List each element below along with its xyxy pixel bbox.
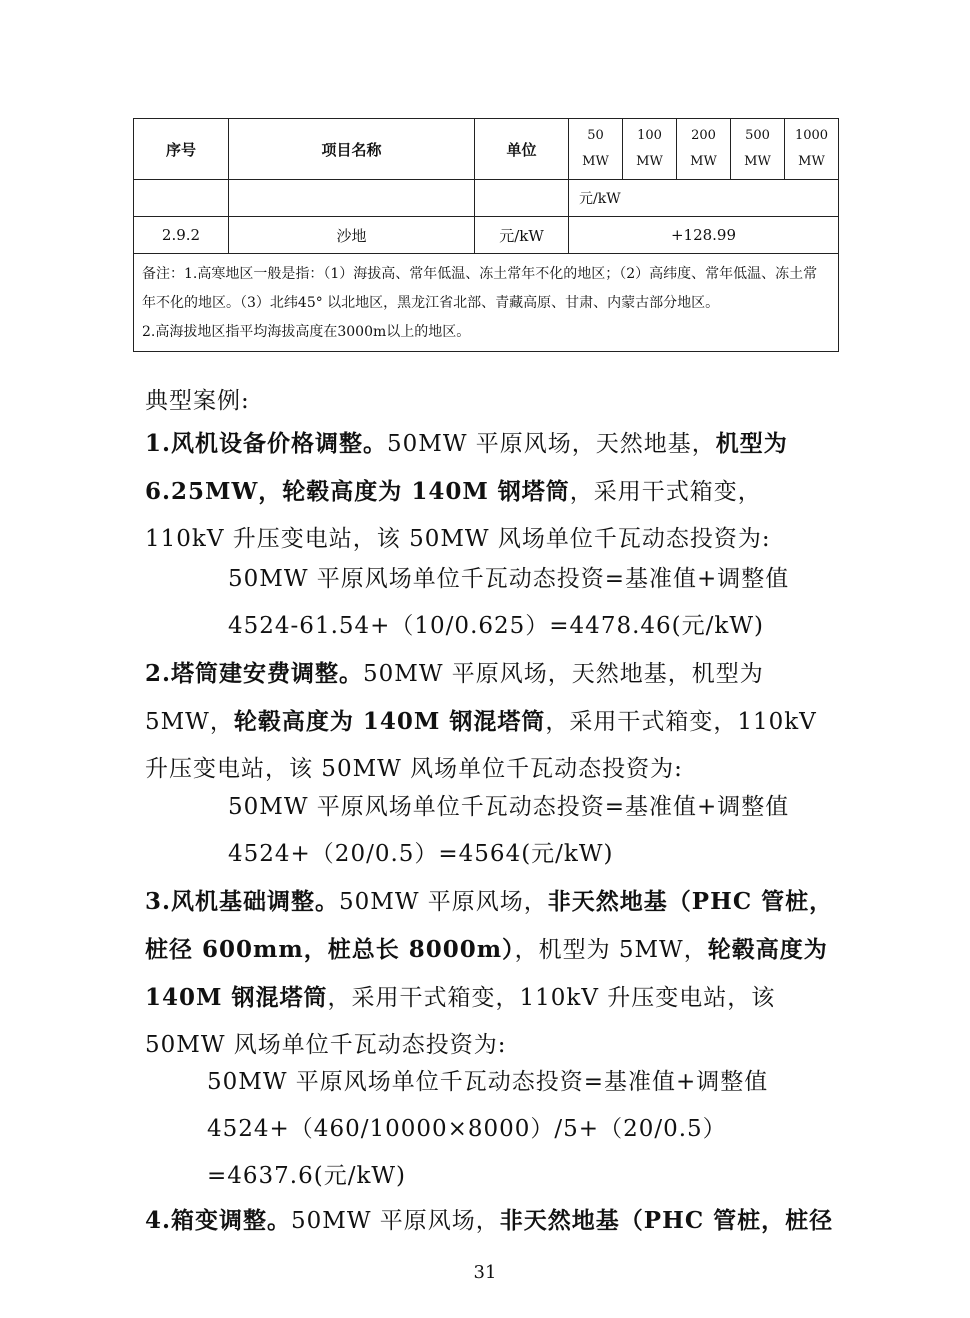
page-number: 31 bbox=[473, 1262, 497, 1283]
table-row bbox=[134, 217, 839, 254]
case-1-emphasis: 机型为 6.25MW，轮毂高度为 140M 钢塔筒 bbox=[145, 430, 788, 505]
case-3-formula-2: 4524+（460/10000×8000）/5+（20/0.5）=4637.6(元/kW) bbox=[207, 1116, 727, 1189]
header-seq: 序号 bbox=[134, 119, 229, 180]
case-2-text-2: ，采用干式箱变，110kV 升压变电站，该 50MW 风场单位千瓦动态投资为: bbox=[145, 709, 817, 782]
table-header-row bbox=[134, 119, 839, 180]
header-capacity-200: 200 MW bbox=[677, 119, 731, 180]
table-row bbox=[134, 180, 839, 217]
header-capacity-100: 100 MW bbox=[623, 119, 677, 180]
case-1-formula-1: 50MW 平原风场单位千瓦动态投资=基准值+调整值 bbox=[228, 566, 790, 592]
case-4-emphasis: 非天然地基（PHC 管桩，桩径 bbox=[499, 1207, 834, 1234]
note-1: 备注：1.高寒地区一般是指：（1）海拔高、常年低温、冻土常年不化的地区；（2）高纬度、常年低温、冻土常年不化的地区。（3）北纬45° 以北地区，黑龙江省北部、青藏高原、甘肃、内蒙古部分地区。 bbox=[142, 266, 818, 311]
case-1-formula-2: 4524-61.54+（10/0.625）=4478.46(元/kW) bbox=[228, 613, 764, 639]
case-2-formula-1: 50MW 平原风场单位千瓦动态投资=基准值+调整值 bbox=[228, 794, 790, 820]
table-cell bbox=[475, 180, 569, 217]
note-2: 2.高海拔地区指平均海拔高度在3000m以上的地区。 bbox=[142, 324, 471, 340]
case-4-text: 50MW 平原风场， bbox=[291, 1208, 500, 1234]
case-1-text: 50MW 平原风场，天然地基， bbox=[387, 431, 716, 457]
cost-adjustment-table bbox=[133, 118, 839, 352]
table-cell bbox=[134, 180, 229, 217]
case-1-text-2: ，采用干式箱变，110kV 升压变电站，该 50MW 风场单位千瓦动态投资为: bbox=[145, 479, 771, 552]
case-3-text-3: ，采用干式箱变，110kV 升压变电站，该 50MW 风场单位千瓦动态投资为: bbox=[145, 985, 776, 1058]
table-notes-row bbox=[134, 254, 839, 352]
unit-cell: 元/kW bbox=[569, 180, 839, 217]
case-3-heading: 3.风机基础调整。 bbox=[145, 888, 340, 915]
case-2-formula-2: 4524+（20/0.5）=4564(元/kW) bbox=[228, 841, 614, 867]
case-1-heading: 1.风机设备价格调整。 bbox=[145, 430, 388, 457]
header-capacity-1000: 1000 MW bbox=[785, 119, 839, 180]
case-3-text: 50MW 平原风场， bbox=[339, 889, 548, 915]
case-2-text: 50MW 平原风场，天然地基，机型为 5MW， bbox=[145, 661, 764, 735]
section-title: 典型案例: bbox=[145, 388, 250, 414]
case-2-paragraph bbox=[145, 650, 835, 793]
case-2-heading: 2.塔筒建安费调整。 bbox=[145, 660, 364, 687]
row-seq: 2.9.2 bbox=[134, 217, 229, 254]
case-1-paragraph bbox=[145, 420, 835, 563]
case-4-paragraph bbox=[145, 1197, 835, 1245]
case-3-text-2: ，机型为 5MW， bbox=[514, 937, 708, 963]
row-name: 沙地 bbox=[229, 217, 475, 254]
row-value: +128.99 bbox=[569, 217, 839, 254]
case-3-formula-1: 50MW 平原风场单位千瓦动态投资=基准值+调整值 bbox=[207, 1069, 769, 1095]
header-capacity-500: 500 MW bbox=[731, 119, 785, 180]
header-unit: 单位 bbox=[475, 119, 569, 180]
header-name: 项目名称 bbox=[229, 119, 475, 180]
row-unit: 元/kW bbox=[475, 217, 569, 254]
case-3-paragraph bbox=[145, 878, 835, 1069]
case-2-emphasis: 轮毂高度为 140M 钢混塔筒 bbox=[233, 708, 546, 735]
case-4-heading: 4.箱变调整。 bbox=[145, 1207, 292, 1234]
case-3-emphasis-2: 轮毂高度为 140M 钢混塔筒 bbox=[145, 936, 828, 1011]
table-notes bbox=[134, 254, 839, 352]
case-3-emphasis: 非天然地基（PHC 管桩，桩径 600mm，桩总长 8000m） bbox=[145, 888, 834, 963]
header-capacity-50: 50 MW bbox=[569, 119, 623, 180]
table-cell bbox=[229, 180, 475, 217]
